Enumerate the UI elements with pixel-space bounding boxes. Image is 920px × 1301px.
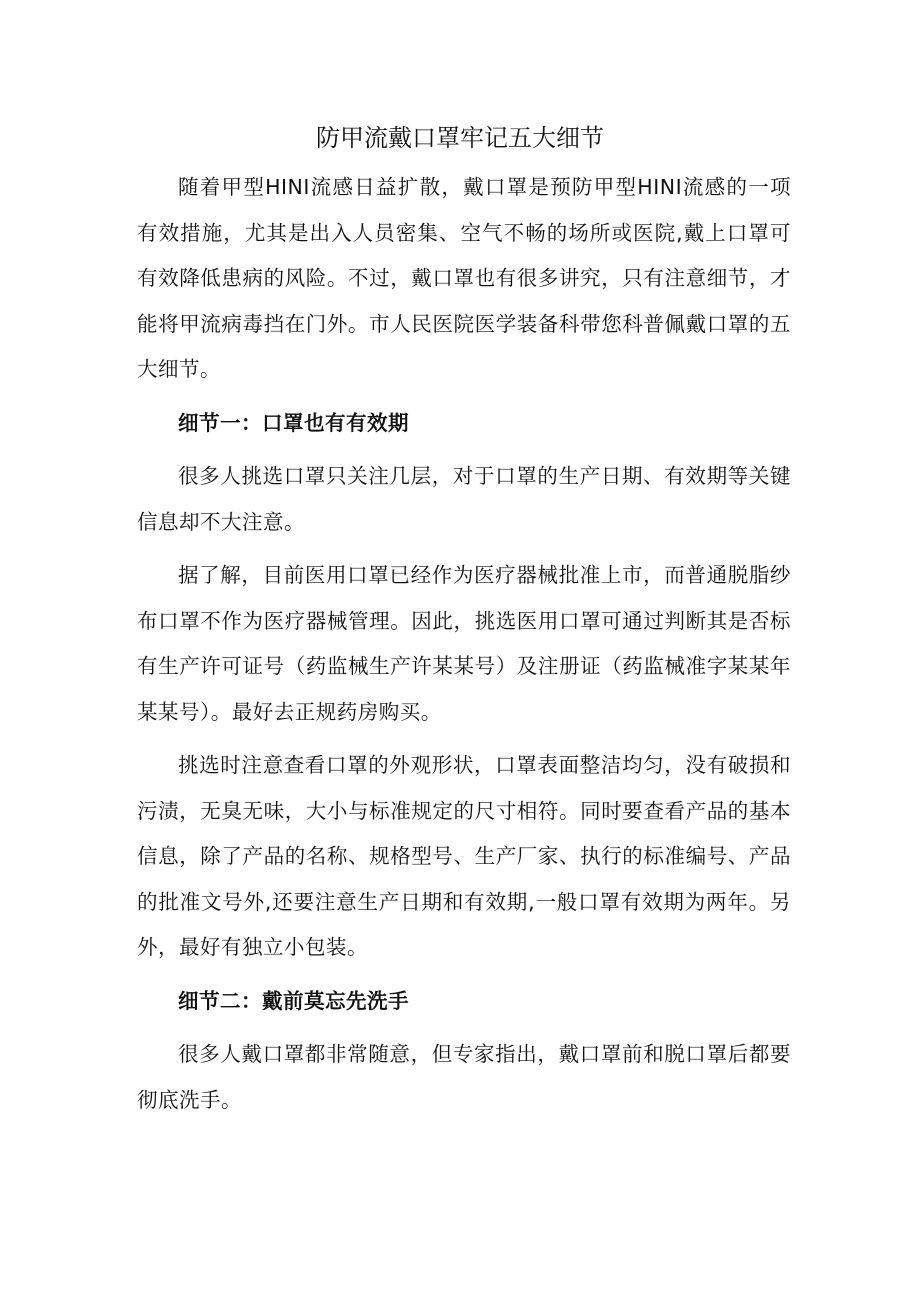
document-body xyxy=(137,165,791,1131)
page-title: 防甲流戴口罩牢记五大细节 xyxy=(316,124,604,152)
section-heading-2: 细节二：戴前莫忘先洗手 xyxy=(178,988,409,1013)
section-1-paragraph-2: 据了解，目前医用口罩已经作为医疗器械批准上市，而普通脱脂纱布口罩不作为医疗器械管理。因此，挑选医用口罩可通过判断其是否标有生产许可证号（药监械生产许某某号）及注册证（药监械准字某某年某某号）。最好去正规药房购买。 xyxy=(137,563,791,724)
section-1-paragraph-1: 很多人挑选口罩只关注几层，对于口罩的生产日期、有效期等关键信息却不大注意。 xyxy=(137,464,791,534)
intro-paragraph: 随着甲型HINI流感日益扩散，戴口罩是预防甲型HINI流感的一项有效措施，尤其是出入人员密集、空气不畅的场所或医院,戴上口罩可有效降低患病的风险。不过，戴口罩也有很多讲究，只有注意细节，才能将甲流病毒挡在门外。市人民医院医学装备科带您科普佩戴口罩的五大细节。 xyxy=(137,175,791,381)
section-heading-1: 细节一：口罩也有有效期 xyxy=(178,410,409,435)
section-2-paragraph-1: 很多人戴口罩都非常随意，但专家指出，戴口罩前和脱口罩后都要彻底洗手。 xyxy=(137,1042,791,1112)
section-1-paragraph-3: 挑选时注意查看口罩的外观形状，口罩表面整洁均匀，没有破损和污渍，无臭无味，大小与标准规定的尺寸相符。同时要查看产品的基本信息，除了产品的名称、规格型号、生产厂家、执行的标准编号、产品的批准文号外,还要注意生产日期和有效期,一般口罩有效期为两年。另外，最好有独立小包装。 xyxy=(137,753,791,959)
